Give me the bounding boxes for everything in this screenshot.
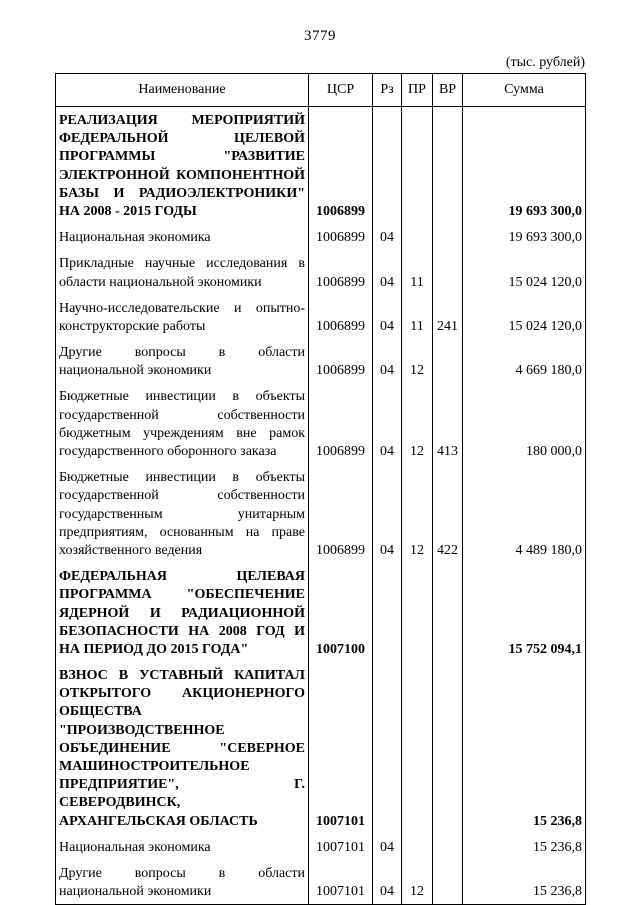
table-row	[56, 107, 586, 225]
table-row	[56, 383, 586, 464]
cell-vr	[433, 107, 463, 225]
cell-rz: 04	[373, 339, 402, 383]
cell-name: Бюджетные инвестиции в объекты государственной собственности государственным унитарным предприятиям, основанным на праве хозяйственного ведения	[56, 464, 309, 563]
table-row	[56, 339, 586, 383]
header-pr: ПР	[402, 74, 433, 107]
cell-sum: 4 669 180,0	[463, 339, 586, 383]
cell-rz	[373, 662, 402, 834]
header-csr: ЦСР	[309, 74, 373, 107]
cell-vr	[433, 339, 463, 383]
cell-pr: 12	[402, 383, 433, 464]
cell-sum: 19 693 300,0	[463, 107, 586, 225]
cell-csr: 1006899	[309, 339, 373, 383]
cell-sum: 19 693 300,0	[463, 224, 586, 250]
cell-pr	[402, 224, 433, 250]
cell-rz: 04	[373, 250, 402, 294]
cell-pr	[402, 834, 433, 860]
cell-sum: 4 489 180,0	[463, 464, 586, 563]
cell-csr: 1006899	[309, 250, 373, 294]
cell-vr	[433, 563, 463, 662]
cell-rz	[373, 107, 402, 225]
cell-vr: 241	[433, 295, 463, 339]
cell-csr: 1007101	[309, 834, 373, 860]
cell-pr	[402, 563, 433, 662]
cell-rz: 04	[373, 464, 402, 563]
cell-name: Национальная экономика	[56, 834, 309, 860]
cell-sum: 15 236,8	[463, 860, 586, 905]
cell-rz: 04	[373, 383, 402, 464]
cell-name: ВЗНОС В УСТАВНЫЙ КАПИТАЛ ОТКРЫТОГО АКЦИОНЕРНОГО ОБЩЕСТВА "ПРОИЗВОДСТВЕННОЕ ОБЪЕДИНЕНИЕ "СЕВЕРНОЕ МАШИНОСТРОИТЕЛЬНОЕ ПРЕДПРИЯТИЕ", Г. СЕВЕРОДВИНСК, АРХАНГЕЛЬСКАЯ ОБЛАСТЬ	[56, 662, 309, 834]
table-row	[56, 250, 586, 294]
table-header	[56, 74, 586, 107]
cell-vr	[433, 250, 463, 294]
cell-vr	[433, 860, 463, 905]
cell-csr: 1007101	[309, 662, 373, 834]
cell-sum: 15 236,8	[463, 834, 586, 860]
cell-pr: 11	[402, 295, 433, 339]
cell-vr	[433, 662, 463, 834]
cell-vr: 422	[433, 464, 463, 563]
cell-csr: 1006899	[309, 383, 373, 464]
cell-name: Бюджетные инвестиции в объекты государственной собственности бюджетным учреждениям вне рамок государственного оборонного заказа	[56, 383, 309, 464]
cell-vr	[433, 224, 463, 250]
table-row	[56, 834, 586, 860]
cell-sum: 15 236,8	[463, 662, 586, 834]
cell-rz: 04	[373, 834, 402, 860]
cell-sum: 15 752 094,1	[463, 563, 586, 662]
cell-rz	[373, 563, 402, 662]
table-row	[56, 860, 586, 905]
cell-rz: 04	[373, 295, 402, 339]
table-row	[56, 662, 586, 834]
cell-pr: 11	[402, 250, 433, 294]
cell-name: Другие вопросы в области национальной экономики	[56, 860, 309, 905]
cell-name: Другие вопросы в области национальной экономики	[56, 339, 309, 383]
cell-csr: 1006899	[309, 107, 373, 225]
cell-csr: 1006899	[309, 224, 373, 250]
cell-pr: 12	[402, 860, 433, 905]
cell-sum: 180 000,0	[463, 383, 586, 464]
cell-csr: 1007101	[309, 860, 373, 905]
cell-pr	[402, 662, 433, 834]
header-row	[56, 74, 586, 107]
cell-pr: 12	[402, 339, 433, 383]
page-number: 3779	[304, 28, 336, 44]
cell-csr: 1006899	[309, 464, 373, 563]
header-name: Наименование	[56, 74, 309, 107]
cell-name: Национальная экономика	[56, 224, 309, 250]
budget-table	[55, 73, 586, 905]
table-row	[56, 295, 586, 339]
units-note: (тыс. рублей)	[505, 55, 585, 70]
cell-vr: 413	[433, 383, 463, 464]
cell-sum: 15 024 120,0	[463, 250, 586, 294]
header-vr: ВР	[433, 74, 463, 107]
header-sum: Сумма	[463, 74, 586, 107]
cell-rz: 04	[373, 224, 402, 250]
table-row	[56, 224, 586, 250]
cell-csr: 1007100	[309, 563, 373, 662]
cell-name: Прикладные научные исследования в области национальной экономики	[56, 250, 309, 294]
table-row	[56, 464, 586, 563]
cell-pr	[402, 107, 433, 225]
cell-vr	[433, 834, 463, 860]
cell-sum: 15 024 120,0	[463, 295, 586, 339]
table-row	[56, 563, 586, 662]
cell-rz: 04	[373, 860, 402, 905]
cell-pr: 12	[402, 464, 433, 563]
cell-name: Научно-исследовательские и опытно-конструкторские работы	[56, 295, 309, 339]
cell-name: РЕАЛИЗАЦИЯ МЕРОПРИЯТИЙ ФЕДЕРАЛЬНОЙ ЦЕЛЕВОЙ ПРОГРАММЫ "РАЗВИТИЕ ЭЛЕКТРОННОЙ КОМПОНЕНТНОЙ БАЗЫ И РАДИОЭЛЕКТРОНИКИ" НА 2008 - 2015 ГОДЫ	[56, 107, 309, 225]
table-body	[56, 107, 586, 905]
cell-name: ФЕДЕРАЛЬНАЯ ЦЕЛЕВАЯ ПРОГРАММА "ОБЕСПЕЧЕНИЕ ЯДЕРНОЙ И РАДИАЦИОННОЙ БЕЗОПАСНОСТИ НА 2008 ГОД И НА ПЕРИОД ДО 2015 ГОДА"	[56, 563, 309, 662]
header-rz: Рз	[373, 74, 402, 107]
cell-csr: 1006899	[309, 295, 373, 339]
